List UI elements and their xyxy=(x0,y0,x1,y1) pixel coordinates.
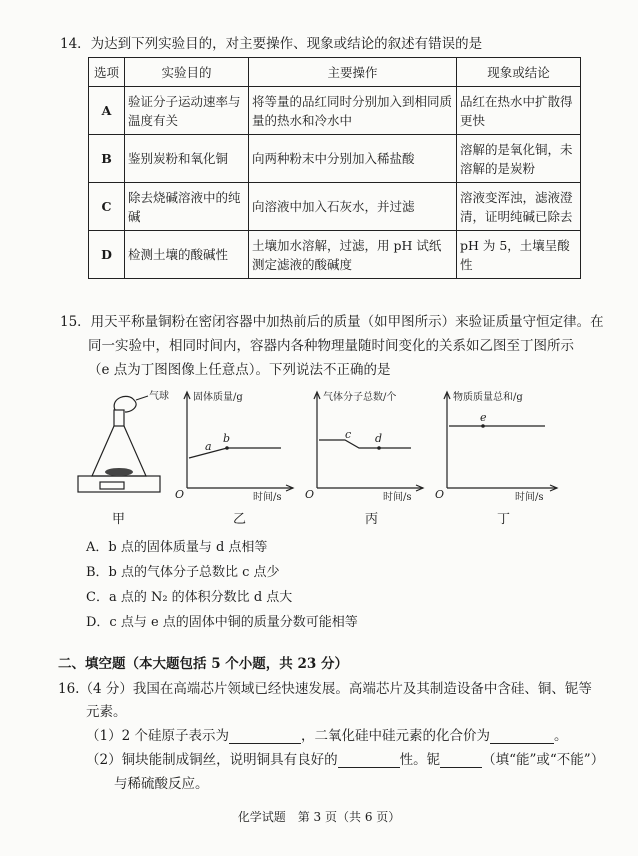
row-option: A xyxy=(89,87,125,135)
q16-line2: 元素。 xyxy=(86,704,127,720)
header-result: 现象或结论 xyxy=(457,58,581,87)
q15-line2: 同一实验中，相同时间内，容器内各种物理量随时间变化的关系如乙图至丁图所示 xyxy=(88,338,574,354)
row-operation: 向溶液中加入石灰水，并过滤 xyxy=(249,183,457,231)
q15-line1: 15．用天平称量铜粉在密闭容器中加热前后的质量（如甲图所示）来验证质量守恒定律。在 xyxy=(60,314,604,330)
q16-sub1 xyxy=(86,724,567,744)
answer-blank-3[interactable] xyxy=(338,753,400,768)
header-purpose: 实验目的 xyxy=(125,58,249,87)
row-operation: 将等量的品红同时分别加入到相同质量的热水和冷水中 xyxy=(249,87,457,135)
option-a: A．b 点的固体质量与 d 点相等 xyxy=(86,540,268,555)
row-purpose: 检测土壤的酸碱性 xyxy=(125,231,249,279)
answer-blank-1[interactable] xyxy=(229,729,301,744)
chart-bing-origin: O xyxy=(305,488,315,501)
chart-yi-point-a: a xyxy=(205,440,212,453)
row-purpose: 鉴别炭粉和氧化铜 xyxy=(125,135,249,183)
q14-stem: 14．为达到下列实验目的，对主要操作、现象或结论的叙述有错误的是 xyxy=(60,36,483,52)
caption-jia: 甲 xyxy=(112,512,126,527)
q16-sub1-text-c: 。 xyxy=(553,728,568,744)
chart-bing xyxy=(305,388,430,503)
answer-blank-2[interactable] xyxy=(490,729,554,744)
caption-yi: 乙 xyxy=(233,512,247,527)
chart-yi-origin: O xyxy=(175,488,185,501)
row-option: B xyxy=(89,135,125,183)
chart-yi xyxy=(175,388,300,503)
chart-ding-xlabel: 时间/s xyxy=(515,492,544,503)
q16-sub2-line2: 与稀硫酸反应。 xyxy=(114,776,209,792)
copper-powder-icon xyxy=(105,468,133,476)
header-option: 选项 xyxy=(89,58,125,87)
row-operation: 向两种粉末中分别加入稀盐酸 xyxy=(249,135,457,183)
chart-ding-point-e: e xyxy=(480,411,487,424)
option-c: C．a 点的 N₂ 的体积分数比 d 点大 xyxy=(86,590,293,605)
caption-ding: 丁 xyxy=(497,512,511,527)
option-b: B．b 点的气体分子总数比 c 点少 xyxy=(86,565,280,580)
chart-bing-point-d: d xyxy=(375,432,383,445)
row-operation: 土壤加水溶解，过滤，用 pH 试纸测定滤液的酸碱度 xyxy=(249,231,457,279)
section-title: 二、填空题（本大题包括 5 个小题，共 23 分） xyxy=(58,656,348,672)
q15-line3: （e 点为丁图图像上任意点）。下列说法不正确的是 xyxy=(88,362,391,378)
chart-yi-point-b: b xyxy=(223,432,231,445)
row-result: 溶解的是氧化铜，未溶解的是炭粉 xyxy=(457,135,581,183)
table-row xyxy=(89,231,581,279)
table-header-row xyxy=(89,58,581,87)
answer-blank-4[interactable] xyxy=(440,753,482,768)
row-result: pH 为 5，土壤呈酸性 xyxy=(457,231,581,279)
chart-ding xyxy=(435,388,565,503)
table-row xyxy=(89,135,581,183)
chart-yi-ylabel: 固体质量/g xyxy=(193,392,243,403)
page-footer: 化学试题 第 3 页（共 6 页） xyxy=(237,810,401,824)
q16-sub2-text-b: 性。铌 xyxy=(399,752,441,768)
table-row xyxy=(89,87,581,135)
row-purpose: 除去烧碱溶液中的纯碱 xyxy=(125,183,249,231)
q16-sub2-text-c: （填“能”或“不能”） xyxy=(482,752,605,768)
chart-ding-origin: O xyxy=(435,488,445,501)
q16-sub2-text-a: （2）铜块能制成铜丝，说明铜具有良好的 xyxy=(86,752,338,768)
row-option: D xyxy=(89,231,125,279)
chart-ding-ylabel: 物质质量总和/g xyxy=(453,392,523,403)
q14-table xyxy=(88,57,581,279)
option-d: D．c 点与 e 点的固体中铜的质量分数可能相等 xyxy=(86,615,358,630)
table-row xyxy=(89,183,581,231)
chart-bing-ylabel: 气体分子总数/个 xyxy=(323,392,397,403)
q16-line1: 16.（4 分）我国在高端芯片领域已经快速发展。高端芯片及其制造设备中含硅、铜、铌等 xyxy=(58,681,592,697)
row-result: 品红在热水中扩散得更快 xyxy=(457,87,581,135)
q16-sub1-text-a: （1）2 个硅原子表示为 xyxy=(86,728,229,744)
header-operation: 主要操作 xyxy=(249,58,457,87)
row-option: C xyxy=(89,183,125,231)
q16-sub1-text-b: ，二氧化硅中硅元素的化合价为 xyxy=(300,728,490,744)
chart-bing-xlabel: 时间/s xyxy=(383,492,412,503)
balloon-label: 气球 xyxy=(149,391,169,402)
row-result: 溶液变浑浊，滤液澄清，证明纯碱已除去 xyxy=(457,183,581,231)
apparatus-figure xyxy=(70,388,170,503)
chart-bing-point-c: c xyxy=(345,428,352,441)
caption-bing: 丙 xyxy=(365,512,379,527)
q16-sub2 xyxy=(86,748,604,768)
row-purpose: 验证分子运动速率与温度有关 xyxy=(125,87,249,135)
chart-yi-xlabel: 时间/s xyxy=(253,492,282,503)
